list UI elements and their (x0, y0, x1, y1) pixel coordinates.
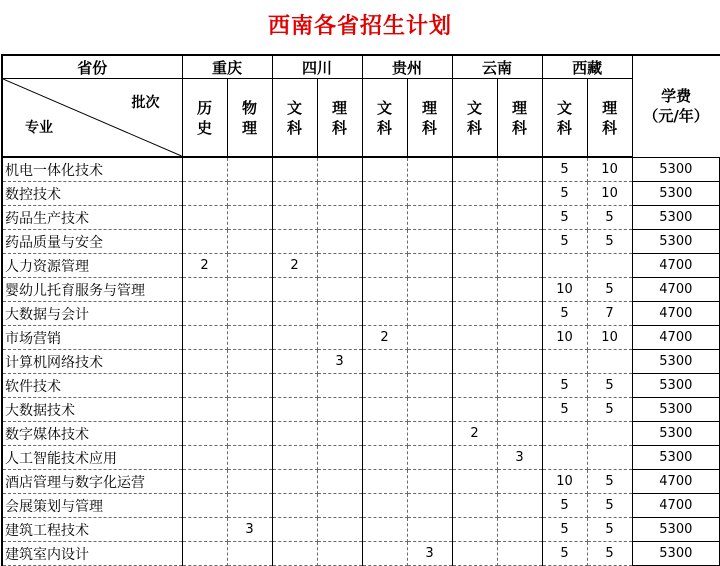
quota-cell (542, 350, 587, 374)
tuition-cell: 5300 (632, 422, 720, 446)
quota-cell: 5 (542, 302, 587, 326)
quota-cell (317, 302, 362, 326)
table-row (2, 254, 720, 278)
quota-cell (227, 446, 272, 470)
major-name-cell: 会展策划与管理 (2, 494, 182, 518)
quota-cell (362, 278, 407, 302)
quota-cell (497, 518, 542, 542)
quota-cell (317, 326, 362, 350)
quota-cell (272, 230, 317, 254)
quota-cell (227, 326, 272, 350)
quota-cell: 2 (182, 254, 227, 278)
quota-cell (227, 350, 272, 374)
quota-cell (227, 302, 272, 326)
quota-cell (452, 518, 497, 542)
quota-cell (362, 302, 407, 326)
quota-cell (182, 542, 227, 566)
table-row (2, 422, 720, 446)
quota-cell (587, 350, 632, 374)
quota-cell: 5 (542, 206, 587, 230)
table-body (2, 157, 720, 566)
subject-header-row (2, 79, 720, 158)
major-name-cell: 人工智能技术应用 (2, 446, 182, 470)
quota-cell (317, 254, 362, 278)
quota-cell (317, 470, 362, 494)
quota-cell (497, 494, 542, 518)
quota-cell (182, 326, 227, 350)
quota-cell (407, 157, 452, 182)
quota-cell: 2 (272, 254, 317, 278)
quota-cell (362, 254, 407, 278)
quota-cell (272, 542, 317, 566)
quota-cell (452, 182, 497, 206)
quota-cell (182, 302, 227, 326)
major-name-cell: 大数据与会计 (2, 302, 182, 326)
quota-cell: 10 (587, 326, 632, 350)
quota-cell (272, 446, 317, 470)
tuition-cell: 4700 (632, 326, 720, 350)
quota-cell (182, 374, 227, 398)
quota-cell (362, 518, 407, 542)
quota-cell (407, 254, 452, 278)
quota-cell (272, 470, 317, 494)
quota-cell: 10 (587, 182, 632, 206)
quota-cell: 5 (587, 206, 632, 230)
quota-cell: 5 (542, 182, 587, 206)
quota-cell: 10 (542, 326, 587, 350)
quota-cell: 5 (587, 278, 632, 302)
table-row (2, 182, 720, 206)
quota-cell (227, 494, 272, 518)
quota-cell: 10 (542, 278, 587, 302)
quota-cell (497, 157, 542, 182)
quota-cell (227, 254, 272, 278)
quota-cell (497, 230, 542, 254)
quota-cell (227, 278, 272, 302)
page-title: 西南各省招生计划 (267, 14, 452, 39)
quota-cell: 5 (542, 157, 587, 182)
subject-header: 物 理 (227, 79, 272, 158)
quota-cell (272, 302, 317, 326)
quota-cell (542, 422, 587, 446)
table-row (2, 542, 720, 566)
table-row (2, 398, 720, 422)
tuition-cell: 5300 (632, 518, 720, 542)
quota-cell (497, 326, 542, 350)
quota-cell (452, 206, 497, 230)
quota-cell (497, 182, 542, 206)
quota-cell (497, 470, 542, 494)
quota-cell (362, 494, 407, 518)
quota-cell (362, 350, 407, 374)
quota-cell (272, 206, 317, 230)
tuition-cell: 5300 (632, 542, 720, 566)
tuition-cell: 5300 (632, 398, 720, 422)
major-name-cell: 大数据技术 (2, 398, 182, 422)
quota-cell (362, 422, 407, 446)
quota-cell (272, 350, 317, 374)
quota-cell (317, 182, 362, 206)
quota-cell (497, 398, 542, 422)
quota-cell (452, 157, 497, 182)
tuition-cell: 5300 (632, 374, 720, 398)
quota-cell: 5 (542, 518, 587, 542)
table-row (2, 157, 720, 182)
quota-cell: 2 (362, 326, 407, 350)
quota-cell (182, 422, 227, 446)
major-name-cell: 软件技术 (2, 374, 182, 398)
quota-cell (317, 494, 362, 518)
table-row (2, 518, 720, 542)
province-yunnan: 云南 (452, 55, 542, 79)
quota-cell: 5 (587, 494, 632, 518)
quota-cell (317, 206, 362, 230)
quota-cell (182, 278, 227, 302)
quota-cell (227, 422, 272, 446)
table-row (2, 278, 720, 302)
table-row (2, 230, 720, 254)
quota-cell (317, 398, 362, 422)
tuition-cell: 4700 (632, 494, 720, 518)
quota-cell (407, 518, 452, 542)
quota-cell (497, 422, 542, 446)
major-name-cell: 建筑室内设计 (2, 542, 182, 566)
major-name-cell: 市场营销 (2, 326, 182, 350)
quota-cell (227, 374, 272, 398)
tuition-cell: 4700 (632, 278, 720, 302)
major-name-cell: 建筑工程技术 (2, 518, 182, 542)
quota-cell: 5 (587, 374, 632, 398)
province-header-row (2, 55, 720, 79)
table-row (2, 350, 720, 374)
province-guizhou: 贵州 (362, 55, 452, 79)
tuition-cell: 5300 (632, 446, 720, 470)
major-name-cell: 数字媒体技术 (2, 422, 182, 446)
quota-cell (362, 182, 407, 206)
quota-cell (272, 422, 317, 446)
quota-cell (452, 374, 497, 398)
tuition-cell: 5300 (632, 350, 720, 374)
quota-cell (452, 542, 497, 566)
quota-cell: 5 (542, 494, 587, 518)
quota-cell (227, 470, 272, 494)
quota-cell (272, 494, 317, 518)
quota-cell (272, 374, 317, 398)
quota-cell (497, 374, 542, 398)
quota-cell (587, 422, 632, 446)
quota-cell (317, 230, 362, 254)
quota-cell (272, 278, 317, 302)
subject-header: 文 科 (542, 79, 587, 158)
quota-cell (407, 206, 452, 230)
quota-cell (407, 422, 452, 446)
quota-cell (452, 278, 497, 302)
tuition-cell: 5300 (632, 206, 720, 230)
quota-cell (407, 230, 452, 254)
quota-cell (407, 350, 452, 374)
quota-cell (362, 157, 407, 182)
table-row (2, 446, 720, 470)
major-name-cell: 计算机网络技术 (2, 350, 182, 374)
enrollment-plan-table (1, 54, 720, 566)
province-label: 省份 (2, 55, 182, 79)
tuition-cell: 4700 (632, 302, 720, 326)
quota-cell: 7 (587, 302, 632, 326)
subject-header: 文 科 (452, 79, 497, 158)
quota-cell: 10 (542, 470, 587, 494)
quota-cell (452, 470, 497, 494)
quota-cell: 2 (452, 422, 497, 446)
quota-cell (452, 230, 497, 254)
quota-cell (317, 422, 362, 446)
quota-cell (227, 398, 272, 422)
quota-cell: 3 (227, 518, 272, 542)
quota-cell (182, 518, 227, 542)
quota-cell: 5 (587, 518, 632, 542)
quota-cell (317, 157, 362, 182)
quota-cell (317, 446, 362, 470)
quota-cell: 5 (587, 470, 632, 494)
quota-cell (362, 470, 407, 494)
quota-cell (497, 278, 542, 302)
quota-cell (182, 470, 227, 494)
quota-cell (227, 542, 272, 566)
tuition-cell: 5300 (632, 157, 720, 182)
batch-label: 批次 (131, 95, 160, 111)
quota-cell (407, 398, 452, 422)
subject-header: 理 科 (407, 79, 452, 158)
quota-cell (182, 446, 227, 470)
quota-cell: 5 (542, 230, 587, 254)
quota-cell (182, 157, 227, 182)
quota-cell (452, 446, 497, 470)
subject-header: 理 科 (317, 79, 362, 158)
table-row (2, 494, 720, 518)
quota-cell (542, 446, 587, 470)
province-chongqing: 重庆 (182, 55, 272, 79)
table-row (2, 374, 720, 398)
quota-cell (227, 230, 272, 254)
quota-cell (362, 230, 407, 254)
quota-cell (452, 326, 497, 350)
quota-cell (317, 542, 362, 566)
subject-header: 文 科 (272, 79, 317, 158)
quota-cell (497, 254, 542, 278)
quota-cell: 5 (587, 230, 632, 254)
quota-cell (497, 206, 542, 230)
major-name-cell: 人力资源管理 (2, 254, 182, 278)
quota-cell (272, 182, 317, 206)
quota-cell (272, 326, 317, 350)
province-xizang: 西藏 (542, 55, 632, 79)
quota-cell: 5 (542, 398, 587, 422)
tuition-cell: 5300 (632, 182, 720, 206)
quota-cell (407, 278, 452, 302)
quota-cell (407, 326, 452, 350)
quota-cell (542, 254, 587, 278)
quota-cell (362, 206, 407, 230)
quota-cell: 5 (587, 398, 632, 422)
tuition-cell: 4700 (632, 470, 720, 494)
tuition-header: 学费 （元/年） (632, 55, 720, 157)
quota-cell: 5 (587, 542, 632, 566)
quota-cell (407, 446, 452, 470)
quota-cell (182, 182, 227, 206)
province-sichuan: 四川 (272, 55, 362, 79)
quota-cell (272, 518, 317, 542)
quota-cell: 5 (542, 542, 587, 566)
subject-header: 文 科 (362, 79, 407, 158)
quota-cell (587, 446, 632, 470)
quota-cell (407, 494, 452, 518)
tuition-cell: 5300 (632, 230, 720, 254)
major-name-cell: 数控技术 (2, 182, 182, 206)
quota-cell (182, 494, 227, 518)
quota-cell (497, 302, 542, 326)
quota-cell (362, 446, 407, 470)
quota-cell (452, 254, 497, 278)
quota-cell (317, 278, 362, 302)
major-name-cell: 机电一体化技术 (2, 157, 182, 182)
subject-header: 理 科 (497, 79, 542, 158)
major-name-cell: 药品生产技术 (2, 206, 182, 230)
quota-cell (272, 398, 317, 422)
quota-cell (452, 302, 497, 326)
quota-cell (317, 374, 362, 398)
quota-cell (362, 374, 407, 398)
major-name-cell: 酒店管理与数字化运营 (2, 470, 182, 494)
quota-cell (182, 398, 227, 422)
quota-cell (587, 254, 632, 278)
major-label: 专业 (25, 120, 53, 136)
quota-cell (407, 182, 452, 206)
quota-cell (182, 350, 227, 374)
quota-cell (407, 470, 452, 494)
subject-header: 理 科 (587, 79, 632, 158)
quota-cell (182, 230, 227, 254)
quota-cell (182, 206, 227, 230)
table-row (2, 470, 720, 494)
quota-cell: 3 (317, 350, 362, 374)
quota-cell (497, 350, 542, 374)
quota-cell: 5 (542, 374, 587, 398)
major-name-cell: 药品质量与安全 (2, 230, 182, 254)
table-row (2, 206, 720, 230)
quota-cell (362, 398, 407, 422)
quota-cell (452, 398, 497, 422)
quota-cell: 3 (497, 446, 542, 470)
table-row (2, 326, 720, 350)
quota-cell: 10 (587, 157, 632, 182)
quota-cell (452, 350, 497, 374)
quota-cell (452, 494, 497, 518)
batch-major-header (2, 79, 182, 158)
quota-cell (227, 206, 272, 230)
quota-cell (407, 302, 452, 326)
quota-cell (227, 182, 272, 206)
quota-cell (227, 157, 272, 182)
major-name-cell: 婴幼儿托育服务与管理 (2, 278, 182, 302)
quota-cell (407, 374, 452, 398)
quota-cell: 3 (407, 542, 452, 566)
tuition-cell: 4700 (632, 254, 720, 278)
subject-header: 历 史 (182, 79, 227, 158)
quota-cell (317, 518, 362, 542)
quota-cell (497, 542, 542, 566)
table-row (2, 302, 720, 326)
quota-cell (272, 157, 317, 182)
quota-cell (362, 542, 407, 566)
